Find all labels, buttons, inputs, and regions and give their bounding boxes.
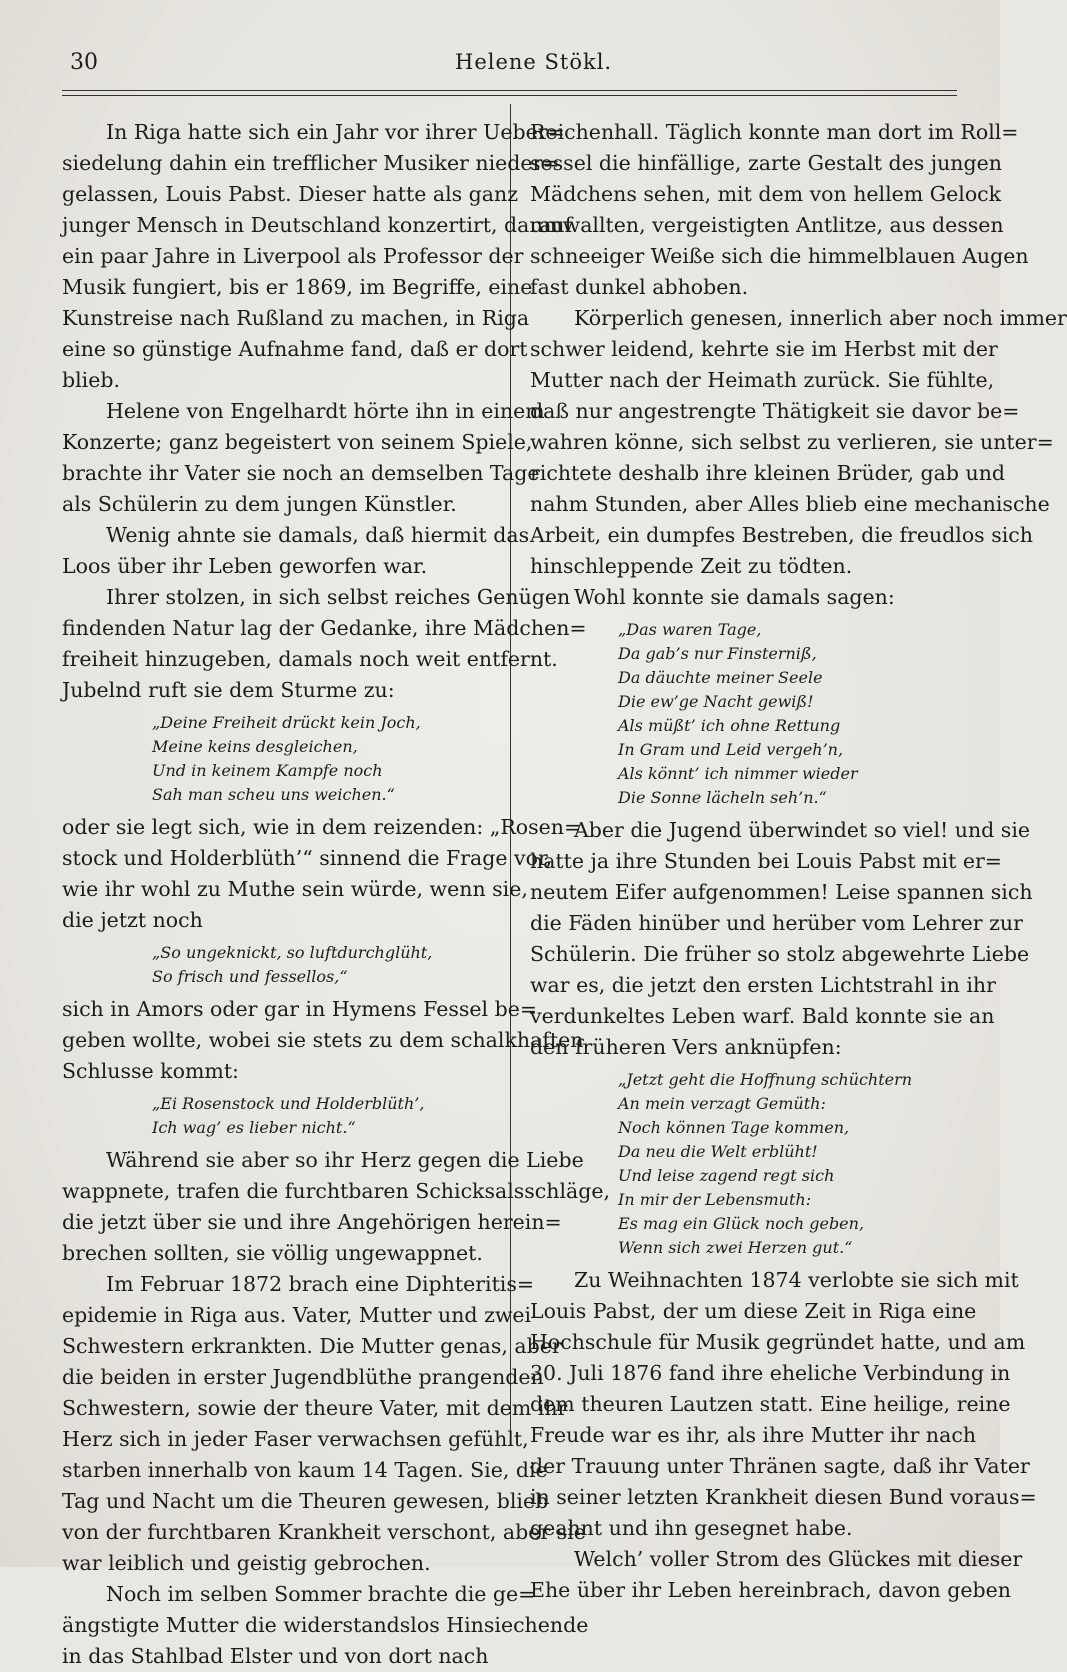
verse-block bbox=[62, 706, 494, 812]
verse-line: So frisch und fessellos,“ bbox=[152, 967, 348, 986]
page-header bbox=[0, 50, 1000, 84]
text-line: Wohl konnte sie damals sagen: bbox=[574, 585, 895, 609]
text-line: Während sie aber so ihr Herz gegen die Liebe bbox=[106, 1148, 584, 1172]
paragraph bbox=[62, 1269, 586, 1579]
verse-line: Sah man scheu uns weichen.“ bbox=[152, 785, 395, 804]
text-line: Herz sich in jeder Faser verwachsen gefühlt, bbox=[62, 1427, 529, 1451]
paragraph bbox=[62, 994, 584, 1087]
text-line: In Riga hatte sich ein Jahr vor ihrer Ueber= bbox=[106, 120, 565, 144]
verse-line: Noch können Tage kommen, bbox=[618, 1118, 850, 1137]
verse-line: Die Sonne lächeln seh’n.“ bbox=[618, 788, 827, 807]
paragraph bbox=[530, 1265, 1037, 1544]
paragraph bbox=[62, 117, 573, 396]
text-line: starben innerhalb von kaum 14 Tagen. Sie, die bbox=[62, 1458, 548, 1482]
text-line: Musik fungiert, bis er 1869, im Begriffe, eine bbox=[62, 275, 533, 299]
text-line: oder sie legt sich, wie in dem reizenden: „Rosen= bbox=[62, 815, 582, 839]
column-divider bbox=[510, 104, 511, 1444]
verse-block bbox=[530, 1063, 935, 1265]
text-line: findenden Natur lag der Gedanke, ihre Mädchen= bbox=[62, 616, 587, 640]
text-line: 30. Juli 1876 fand ihre eheliche Verbindung in bbox=[530, 1361, 1011, 1385]
text-line: ängstigte Mutter die widerstandslos Hinsiechende bbox=[62, 1613, 589, 1637]
text-line: ein paar Jahre in Liverpool als Professor der bbox=[62, 244, 524, 268]
text-line: Schlusse kommt: bbox=[62, 1059, 239, 1083]
text-line: hinschleppende Zeit zu tödten. bbox=[530, 554, 853, 578]
text-line: wahren könne, sich selbst zu verlieren, sie unter= bbox=[530, 430, 1054, 454]
verse-line: Als müßt’ ich ohne Rettung bbox=[618, 716, 841, 735]
text-line: die jetzt über sie und ihre Angehörigen herein= bbox=[62, 1210, 562, 1234]
text-line: Helene von Engelhardt hörte ihn in einem bbox=[106, 399, 545, 423]
page-number: 30 bbox=[70, 50, 98, 75]
verse-line: Meine keins desgleichen, bbox=[152, 737, 358, 756]
text-line: gelassen, Louis Pabst. Dieser hatte als ganz bbox=[62, 182, 519, 206]
verse-line: Und in keinem Kampfe noch bbox=[152, 761, 383, 780]
text-line: junger Mensch in Deutschland konzertirt, darauf bbox=[62, 213, 573, 237]
paragraph bbox=[62, 812, 582, 936]
text-line: wappnete, trafen die furchtbaren Schicksalsschläge, bbox=[62, 1179, 611, 1203]
text-line: in seiner letzten Krankheit diesen Bund voraus= bbox=[530, 1485, 1037, 1509]
text-line: in das Stahlbad Elster und von dort nach bbox=[62, 1644, 489, 1668]
paragraph bbox=[62, 1145, 611, 1269]
text-line: Zu Weihnachten 1874 verlobte sie sich mit bbox=[574, 1268, 1019, 1292]
text-line: geahnt und ihn gesegnet habe. bbox=[530, 1516, 853, 1540]
text-line: die beiden in erster Jugendblüthe prangenden bbox=[62, 1365, 544, 1389]
running-head: Helene Stökl. bbox=[455, 50, 613, 74]
text-line: stock und Holderblüth’“ sinnend die Frage vor, bbox=[62, 846, 553, 870]
text-line: Ihrer stolzen, in sich selbst reiches Genügen bbox=[106, 585, 571, 609]
text-line: sessel die hinfällige, zarte Gestalt des jungen bbox=[530, 151, 1002, 175]
text-line: Konzerte; ganz begeistert von seinem Spiele, bbox=[62, 430, 533, 454]
text-line: Jubelnd ruft sie dem Sturme zu: bbox=[62, 678, 395, 702]
verse-line: Da däuchte meiner Seele bbox=[618, 668, 823, 687]
text-line: brachte ihr Vater sie noch an demselben Tage bbox=[62, 461, 540, 485]
text-line: Reichenhall. Täglich konnte man dort im Roll= bbox=[530, 120, 1019, 144]
verse-line: Wenn sich zwei Herzen gut.“ bbox=[618, 1238, 853, 1257]
text-line: neutem Eifer aufgenommen! Leise spannen sich bbox=[530, 880, 1033, 904]
text-line: Körperlich genesen, innerlich aber noch immer bbox=[574, 306, 1067, 330]
verse-line: „Deine Freiheit drückt kein Joch, bbox=[152, 713, 421, 732]
text-line: geben wollte, wobei sie stets zu dem schalkhaften bbox=[62, 1028, 584, 1052]
text-line: der Trauung unter Thränen sagte, daß ihr Vater bbox=[530, 1454, 1030, 1478]
verse-line: In mir der Lebensmuth: bbox=[618, 1190, 812, 1209]
text-line: verdunkeltes Leben warf. Bald konnte sie an bbox=[530, 1004, 995, 1028]
text-line: fast dunkel abhoben. bbox=[530, 275, 749, 299]
verse-line: Und leise zagend regt sich bbox=[618, 1166, 835, 1185]
right-column bbox=[530, 117, 1067, 1606]
text-line: wie ihr wohl zu Muthe sein würde, wenn sie, bbox=[62, 877, 528, 901]
text-line: Ehe über ihr Leben hereinbrach, davon geben bbox=[530, 1578, 1011, 1602]
verse-line: Da neu die Welt erblüht! bbox=[618, 1142, 818, 1161]
text-line: Im Februar 1872 brach eine Diphteritis= bbox=[106, 1272, 535, 1296]
verse-line: Als könnt’ ich nimmer wieder bbox=[618, 764, 858, 783]
verse-line: „Jetzt geht die Hoffnung schüchtern bbox=[618, 1070, 913, 1089]
text-line: Hochschule für Musik gegründet hatte, und am bbox=[530, 1330, 1026, 1354]
left-column bbox=[62, 117, 611, 1672]
text-line: freiheit hinzugeben, damals noch weit entfernt. bbox=[62, 647, 558, 671]
text-line: Wenig ahnte sie damals, daß hiermit das bbox=[106, 523, 530, 547]
text-line: siedelung dahin ein trefflicher Musiker nieder= bbox=[62, 151, 560, 175]
text-line: Schwestern, sowie der theure Vater, mit dem ihr bbox=[62, 1396, 568, 1420]
text-line: epidemie in Riga aus. Vater, Mutter und zwei bbox=[62, 1303, 532, 1327]
verse-line: „So ungeknickt, so luftdurchglüht, bbox=[152, 943, 433, 962]
text-line: Schülerin. Die früher so stolz abgewehrte Liebe bbox=[530, 942, 1030, 966]
text-line: als Schülerin zu dem jungen Künstler. bbox=[62, 492, 457, 516]
text-line: Arbeit, ein dumpfes Bestreben, die freudlos sich bbox=[530, 523, 1033, 547]
paragraph bbox=[62, 1579, 589, 1672]
text-line: von der furchtbaren Krankheit verschont, aber sie bbox=[62, 1520, 586, 1544]
text-line: Mutter nach der Heimath zurück. Sie fühlte, bbox=[530, 368, 995, 392]
text-line: umwallten, vergeistigten Antlitze, aus dessen bbox=[530, 213, 1004, 237]
text-line: die jetzt noch bbox=[62, 908, 203, 932]
text-line: Freude war es ihr, als ihre Mutter ihr nach bbox=[530, 1423, 977, 1447]
text-line: blieb. bbox=[62, 368, 121, 392]
text-line: Noch im selben Sommer brachte die ge= bbox=[106, 1582, 536, 1606]
text-line: daß nur angestrengte Thätigkeit sie davor be= bbox=[530, 399, 1020, 423]
text-line: brechen sollten, sie völlig ungewappnet. bbox=[62, 1241, 483, 1265]
paragraph bbox=[62, 396, 545, 520]
verse-line: „Ei Rosenstock und Holderblüth’, bbox=[152, 1094, 425, 1113]
text-line: Schwestern erkrankten. Die Mutter genas, aber bbox=[62, 1334, 562, 1358]
text-line: Mädchens sehen, mit dem von hellem Gelock bbox=[530, 182, 1002, 206]
header-rule bbox=[62, 90, 957, 96]
text-line: Loos über ihr Leben geworfen war. bbox=[62, 554, 428, 578]
verse-line: Die ew’ge Nacht gewiß! bbox=[618, 692, 814, 711]
paragraph bbox=[530, 303, 1067, 582]
paragraph bbox=[530, 582, 935, 613]
paragraph bbox=[530, 117, 1029, 303]
text-line: nahm Stunden, aber Alles blieb eine mechanische bbox=[530, 492, 1050, 516]
verse-block bbox=[530, 613, 935, 815]
text-line: Kunstreise nach Rußland zu machen, in Riga bbox=[62, 306, 530, 330]
verse-line: „Das waren Tage, bbox=[618, 620, 762, 639]
verse-line: Ich wag’ es lieber nicht.“ bbox=[152, 1118, 356, 1137]
text-line: war es, die jetzt den ersten Lichtstrahl in ihr bbox=[530, 973, 996, 997]
text-line: richtete deshalb ihre kleinen Brüder, gab und bbox=[530, 461, 1006, 485]
text-line: schwer leidend, kehrte sie im Herbst mit der bbox=[530, 337, 998, 361]
text-line: hatte ja ihre Stunden bei Louis Pabst mit er= bbox=[530, 849, 1002, 873]
paragraph bbox=[62, 520, 530, 582]
text-line: die Fäden hinüber und herüber vom Lehrer zur bbox=[530, 911, 1023, 935]
verse-block bbox=[62, 1087, 494, 1145]
text-line: Louis Pabst, der um diese Zeit in Riga eine bbox=[530, 1299, 977, 1323]
text-line: Aber die Jugend überwindet so viel! und sie bbox=[574, 818, 1031, 842]
text-line: Tag und Nacht um die Theuren gewesen, blieb bbox=[62, 1489, 549, 1513]
text-line: war leiblich und geistig gebrochen. bbox=[62, 1551, 431, 1575]
paragraph bbox=[62, 582, 587, 706]
verse-line: Da gab’s nur Finsterniß, bbox=[618, 644, 817, 663]
paragraph bbox=[530, 1544, 1023, 1606]
verse-block bbox=[62, 936, 494, 994]
text-line: Welch’ voller Strom des Glückes mit dieser bbox=[574, 1547, 1023, 1571]
text-line: schneeiger Weiße sich die himmelblauen Augen bbox=[530, 244, 1029, 268]
text-line: dem theuren Lautzen statt. Eine heilige, reine bbox=[530, 1392, 1011, 1416]
text-line: den früheren Vers anknüpfen: bbox=[530, 1035, 842, 1059]
verse-line: In Gram und Leid vergeh’n, bbox=[618, 740, 844, 759]
verse-line: An mein verzagt Gemüth: bbox=[618, 1094, 826, 1113]
text-line: sich in Amors oder gar in Hymens Fessel be= bbox=[62, 997, 538, 1021]
text-line: eine so günstige Aufnahme fand, daß er dort bbox=[62, 337, 528, 361]
verse-line: Es mag ein Glück noch geben, bbox=[618, 1214, 865, 1233]
paragraph bbox=[530, 815, 1033, 1063]
